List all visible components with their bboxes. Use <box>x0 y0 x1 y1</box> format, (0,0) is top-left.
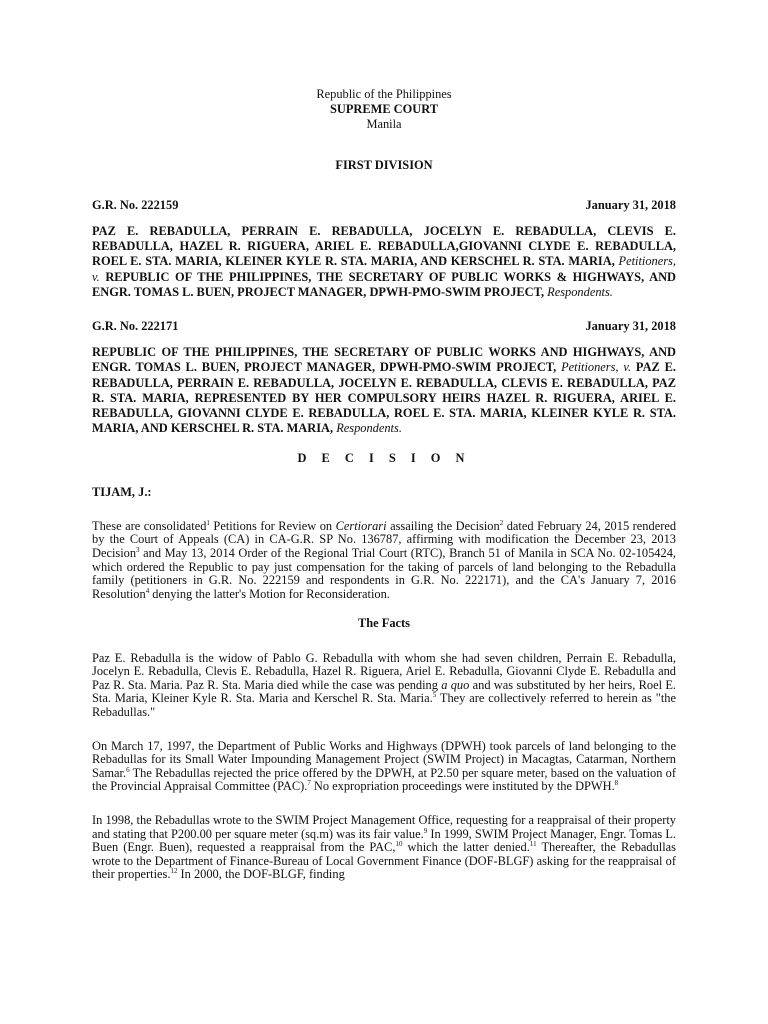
case2-caption <box>92 345 676 436</box>
p2-text-a: Paz E. Rebadulla is the widow of Pablo G. Rebadulla with whom she had seven children, Perrain E. Rebadulla, Jocelyn E. Rebadulla, Clevis E. Rebadulla, Hazel R. Riguera, Ariel E. Rebadulla, Giovanni Clyde E. Rebadulla and Paz R. Sta. Maria. Paz R. Sta. Maria died while the case was pending <box>92 650 676 692</box>
p3-text-c: No expropriation proceedings were instituted by the DPWH. <box>310 779 615 794</box>
footnote-ref-2[interactable]: 2 <box>499 518 504 527</box>
p2-text-c: They are collectively referred to herein as "the Rebadullas." <box>92 691 676 719</box>
footnote-ref-7[interactable]: 7 <box>307 779 311 788</box>
case2-header-row <box>92 319 676 334</box>
case1-versus: v. <box>92 269 100 284</box>
case1-respondents-label: Respondents. <box>547 284 613 299</box>
decision-page <box>92 84 676 882</box>
facts-heading: The Facts <box>358 616 410 631</box>
footnote-ref-9[interactable]: 9 <box>423 826 428 835</box>
footnote-ref-1[interactable]: 1 <box>206 518 210 527</box>
p4-text-c: which the latter denied. <box>402 840 530 855</box>
p4-text-b: In 1999, SWIM Project Manager, Engr. Tomas L. Buen (Engr. Buen), requested a reappraisal from the PAC, <box>92 826 676 855</box>
p3-text-a: On March 17, 1997, the Department of Public Works and Highways (DPWH) took parcels of land belonging to the Rebadullas for its Small Water Impounding Management Project (SWIM Project) in Macagtas, Catarman, Northern Samar. <box>92 738 676 780</box>
ponente: TIJAM, J.: <box>92 484 152 499</box>
paragraph-3 <box>92 740 676 794</box>
p3-text-b: The Rebadullas rejected the price offered by the DPWH, at P2.50 per square meter, based on the valuation of the Provincial Appraisal Committee (PAC). <box>92 765 676 794</box>
case1-petitioners: PAZ E. REBADULLA, PERRAIN E. REBADULLA, JOCELYN E. REBADULLA, CLEVIS E. REBADULLA, HAZEL R. RIGUERA, ARIEL E. REBADULLA,GIOVANNI CLYDE E. REBADULLA, ROEL E. STA. MARIA, KLEINER KYLE R. STA. MARIA, AND KERSCHEL R. STA. MARIA, <box>92 224 676 269</box>
case1-gr-number: G.R. No. 222159 <box>92 197 179 212</box>
case1-caption <box>92 224 676 300</box>
footnote-ref-11[interactable]: 11 <box>529 840 537 849</box>
p2-a-quo: a quo <box>441 677 470 692</box>
case2-respondents: PAZ E. REBADULLA, PERRAIN E. REBADULLA, JOCELYN E. REBADULLA, CLEVIS E. REBADULLA, PAZ R. STA. MARIA, REPRESENTED BY HER COMPULSORY HEIRS HAZEL R. RIGUERA, ARIEL E. REBADULLA, GIOVANNI CLYDE E. REBADULLA, ROEL E. STA. MARIA, KLEINER KYLE R. STA. MARIA, AND KERSCHEL R. STA. MARIA, <box>92 360 676 436</box>
footnote-ref-6[interactable]: 6 <box>126 765 130 774</box>
court-heading: SUPREME COURT <box>330 102 438 117</box>
case1-petitioners-label: Petitioners, <box>618 254 676 269</box>
division-heading: FIRST DIVISION <box>335 157 433 172</box>
case2-date: January 31, 2018 <box>585 319 676 334</box>
p1-text-d: dated February 24, 2015 rendered by the Court of Appeals (CA) in CA-G.R. SP No. 136787, affirming with modification the December 23, 2013 Decision <box>92 518 677 561</box>
footnote-ref-10[interactable]: 10 <box>395 840 403 849</box>
p1-text-c: assailing the Decision <box>386 518 500 533</box>
p1-text-e: and May 13, 2014 Order of the Regional Trial Court (RTC), Branch 51 of Manila in SCA No. 02-105424, which ordered the Republic to pay just compensation for the taking of parcels of land belonging to the Rebadulla family (petitioners in G.R. No. 222159 and respondents in G.R. No. 222171), and the CA's January 7, 2016 Resolution <box>92 546 676 601</box>
case1-header-row <box>92 198 676 213</box>
paragraph-2 <box>92 652 676 720</box>
p1-text-b: Petitions for Review on <box>209 518 336 533</box>
p4-text-a: In 1998, the Rebadullas wrote to the SWIM Project Management Office, requesting for a reappraisal of their property and stating that P200.00 per square meter (sq.m) was its fair value. <box>92 812 676 841</box>
p4-text-d: Thereafter, the Rebadullas wrote to the Department of Finance-Bureau of Local Government Finance (DOF-BLGF) asking for the reappraisal of their properties. <box>92 840 676 882</box>
p2-text-b: and was substituted by her heirs, Roel E. Sta. Maria, Kleiner Kyle R. Sta. Maria and Kerschel R. Sta. Maria. <box>92 677 676 706</box>
footnote-ref-3[interactable]: 3 <box>136 545 140 554</box>
p4-text-e: In 2000, the DOF-BLGF, finding <box>177 867 345 882</box>
case2-respondents-label: Respondents. <box>336 421 402 436</box>
p1-certiorari: Certiorari <box>335 518 387 533</box>
p1-text-a: These are consolidated <box>92 518 207 533</box>
case2-petitioners-label: Petitioners, <box>561 360 619 375</box>
city-heading: Manila <box>366 117 402 132</box>
p1-text-f: denying the latter's Motion for Reconsideration. <box>149 586 390 601</box>
republic-heading: Republic of the Philippines <box>316 87 452 101</box>
paragraph-1 <box>92 520 676 602</box>
case2-versus: v. <box>623 360 632 375</box>
case1-respondents: REPUBLIC OF THE PHILIPPINES, THE SECRETARY OF PUBLIC WORKS & HIGHWAYS, AND ENGR. TOMAS L. BUEN, PROJECT MANAGER, DPWH-PMO-SWIM PROJECT, <box>92 269 676 299</box>
paragraph-4 <box>92 814 676 882</box>
decision-title: D E C I S I O N <box>297 451 471 466</box>
footnote-ref-4[interactable]: 4 <box>145 586 150 595</box>
footnote-ref-5[interactable]: 5 <box>432 691 437 700</box>
case1-date: January 31, 2018 <box>585 197 676 212</box>
footnote-ref-8[interactable]: 8 <box>614 779 619 788</box>
footnote-ref-12[interactable]: 12 <box>170 867 178 876</box>
case2-gr-number: G.R. No. 222171 <box>92 319 179 334</box>
case2-petitioners: REPUBLIC OF THE PHILIPPINES, THE SECRETARY OF PUBLIC WORKS AND HIGHWAYS, AND ENGR. TOMAS L. BUEN, PROJECT MANAGER, DPWH-PMO-SWIM PROJECT, <box>92 345 676 375</box>
